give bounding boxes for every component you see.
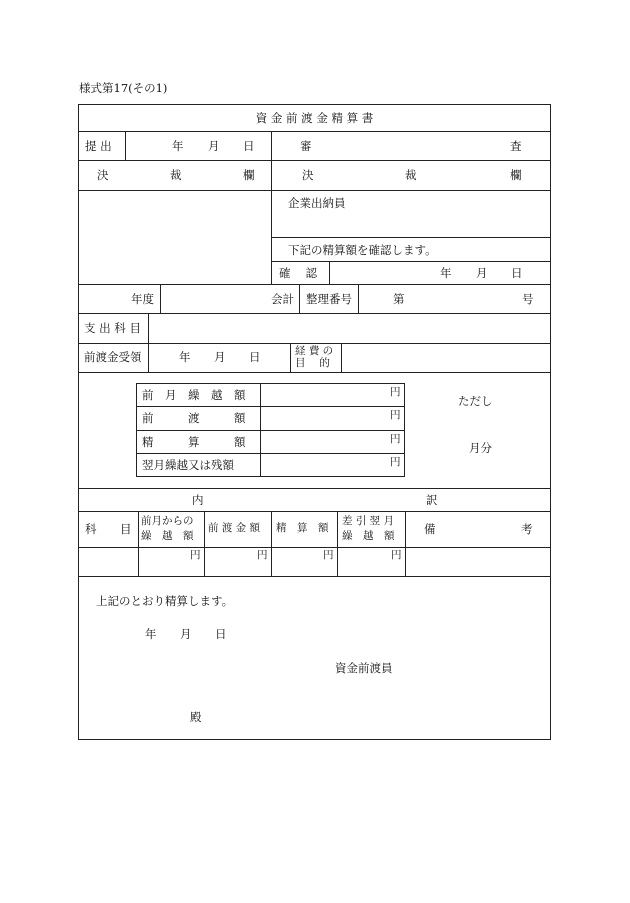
summary-yen-1: 円 — [390, 386, 401, 398]
cashier-label: 企業出納員 — [288, 196, 346, 210]
submit-year: 年 — [172, 139, 184, 153]
breakdown-title-right: 訳 — [426, 493, 438, 507]
header-advance: 前 渡 金 額 — [208, 522, 261, 534]
confirm-year: 年 — [440, 266, 452, 280]
subject-label: 支 出 科 目 — [84, 321, 141, 335]
confirm-month: 月 — [476, 266, 488, 280]
form-title: 資 金 前 渡 金 精 算 書 — [255, 111, 374, 125]
decision-right-1: 決 — [302, 168, 314, 182]
note-tadashi: ただし — [458, 394, 493, 408]
form-id: 様式第17(その1) — [79, 81, 168, 95]
submit-month: 月 — [208, 139, 220, 153]
header-settle: 精 算 額 — [276, 522, 329, 534]
header-remarks-2: 考 — [521, 522, 533, 536]
footer-month: 月 — [180, 627, 192, 641]
number-dai: 第 — [393, 292, 405, 306]
number-label: 整理番号 — [306, 292, 352, 306]
header-carried-1: 前月からの — [141, 515, 194, 527]
header-diff-1: 差 引 翌 月 — [342, 515, 395, 527]
header-carried-2: 繰 越 額 — [141, 530, 194, 542]
decision-left-1: 決 — [97, 168, 109, 182]
fiscal-year-label: 年度 — [131, 292, 154, 306]
summary-row-3: 精 算 額 — [142, 435, 246, 449]
footer-honorific: 殿 — [190, 710, 202, 724]
decision-left-3: 欄 — [243, 168, 255, 182]
yen-carried: 円 — [190, 549, 201, 561]
footer-year: 年 — [145, 627, 157, 641]
confirm-label: 確 認 — [279, 266, 318, 280]
submit-label: 提 出 — [85, 139, 112, 153]
summary-row-2: 前 渡 額 — [142, 411, 246, 425]
breakdown-title-left: 内 — [192, 493, 204, 507]
yen-diff: 円 — [391, 549, 402, 561]
header-diff-2: 繰 越 額 — [342, 530, 395, 542]
summary-yen-2: 円 — [390, 409, 401, 421]
header-subject-2: 目 — [120, 522, 132, 536]
purpose-line2: 目 的 — [295, 357, 330, 369]
header-subject-1: 科 — [85, 522, 97, 536]
header-remarks-1: 備 — [424, 522, 436, 536]
audit-left: 審 — [300, 139, 312, 153]
purpose-line1: 経 費 の — [295, 345, 334, 357]
decision-left-2: 裁 — [170, 168, 182, 182]
yen-advance: 円 — [257, 549, 268, 561]
summary-yen-3: 円 — [390, 433, 401, 445]
account-label: 会計 — [271, 292, 294, 306]
decision-right-2: 裁 — [405, 168, 417, 182]
advance-month: 月 — [214, 350, 226, 364]
footer-statement: 上記のとおり精算します。 — [96, 594, 234, 608]
advance-day: 日 — [249, 350, 261, 364]
summary-yen-4: 円 — [390, 456, 401, 468]
submit-day: 日 — [243, 139, 255, 153]
confirm-text: 下記の精算額を確認します。 — [288, 243, 437, 257]
footer-day: 日 — [215, 627, 227, 641]
number-go: 号 — [522, 292, 534, 306]
yen-settle: 円 — [323, 549, 334, 561]
confirm-day: 日 — [511, 266, 523, 280]
note-month: 月分 — [469, 441, 492, 455]
summary-row-4: 翌月繰越又は残額 — [142, 458, 234, 472]
advance-label: 前渡金受領 — [84, 350, 142, 364]
decision-right-3: 欄 — [510, 168, 522, 182]
footer-officer: 資金前渡員 — [335, 661, 393, 675]
advance-year: 年 — [179, 350, 191, 364]
summary-row-1: 前 月 繰 越 額 — [142, 388, 246, 402]
audit-right: 査 — [510, 139, 522, 153]
